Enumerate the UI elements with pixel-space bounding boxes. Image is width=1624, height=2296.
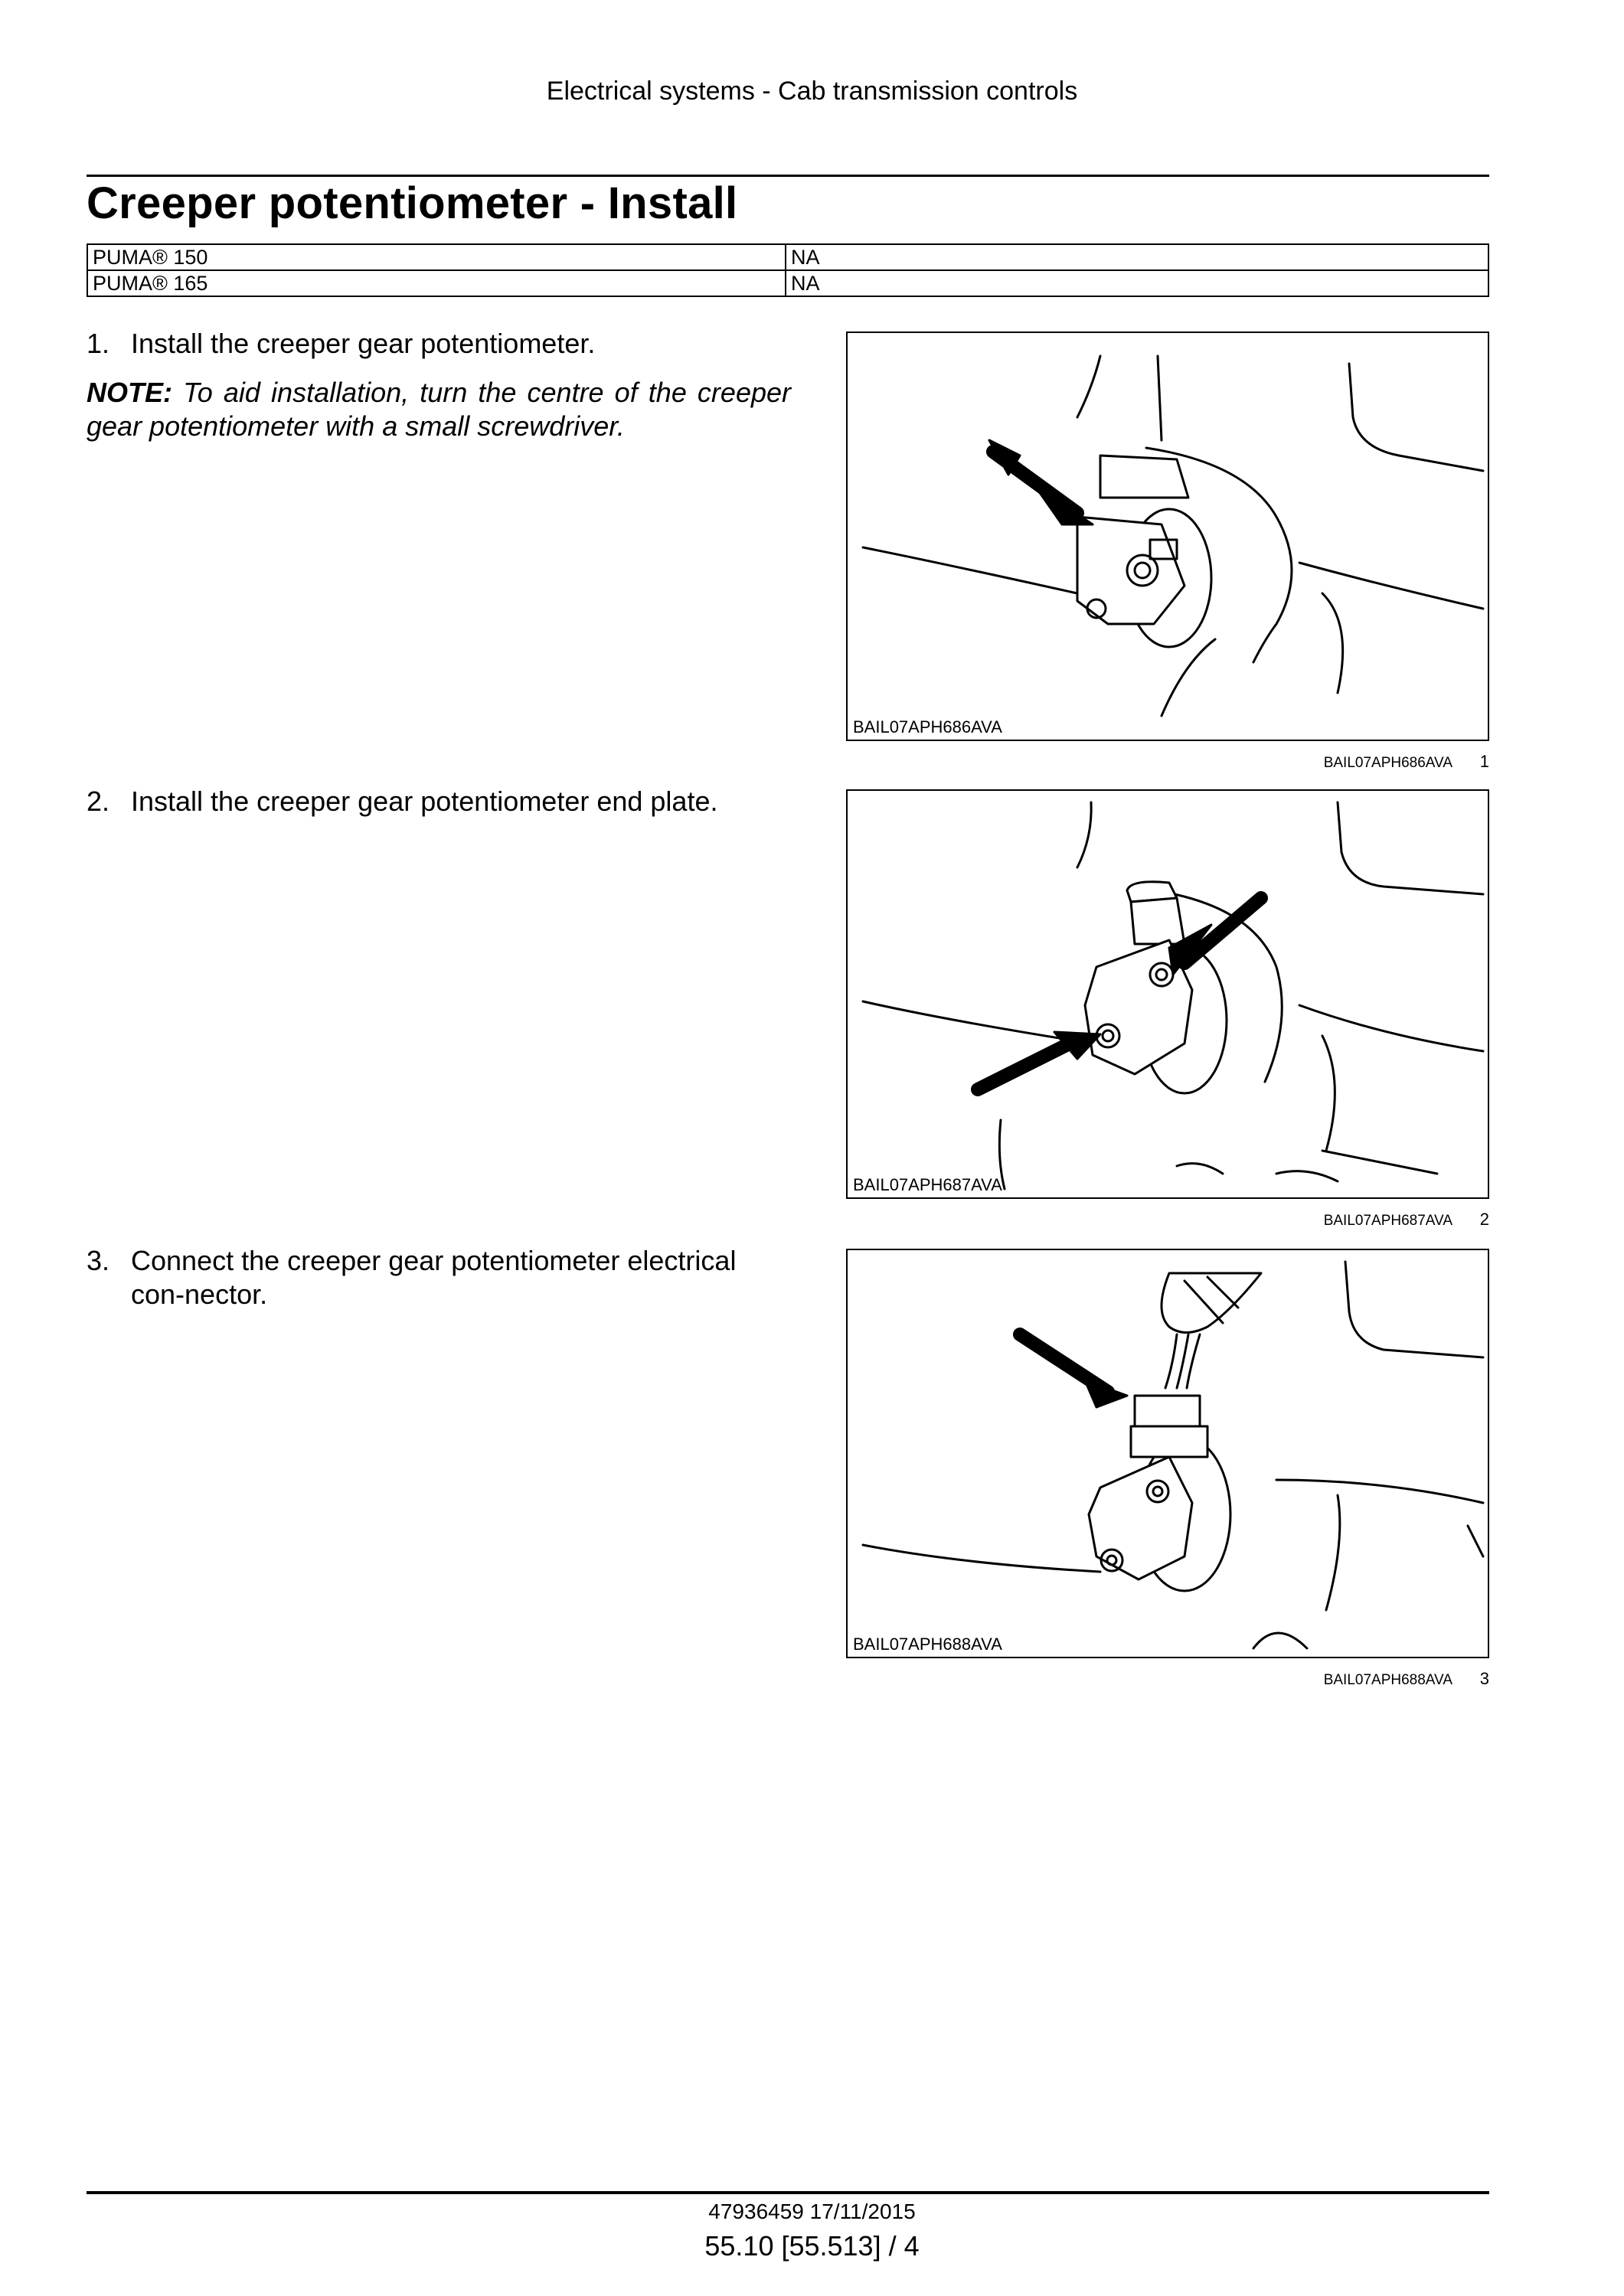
header-rule — [87, 175, 1489, 177]
note-label: NOTE: — [87, 377, 172, 408]
step-text: Connect the creeper gear potentiometer electrical con-nector. — [131, 1245, 737, 1310]
value-cell: NA — [786, 270, 1488, 296]
page-reference: 55.10 [55.513] / 4 — [704, 2230, 920, 2262]
model-cell: PUMA® 150 — [87, 244, 786, 270]
step-3 — [87, 1244, 791, 1311]
caption-ref: BAIL07APH688AVA — [1323, 1672, 1452, 1688]
figure-number: 1 — [1479, 752, 1489, 771]
figure-number: 3 — [1479, 1669, 1489, 1688]
end-plate-illustration — [848, 791, 1488, 1197]
installation-note — [87, 376, 791, 443]
step-2 — [87, 785, 791, 818]
value-cell: NA — [786, 244, 1488, 270]
figure-ref: BAIL07APH687AVA — [853, 1175, 1002, 1194]
caption-ref: BAIL07APH687AVA — [1323, 1213, 1452, 1229]
electrical-connector-illustration — [848, 1250, 1488, 1657]
figure-ref: BAIL07APH686AVA — [853, 717, 1002, 736]
model-cell: PUMA® 165 — [87, 270, 786, 296]
running-header: Electrical systems - Cab transmission controls — [546, 77, 1078, 106]
note-text: To aid installation, turn the centre of the creeper gear potentiometer with a small screwdriver. — [87, 377, 791, 442]
figure-3 — [846, 1249, 1489, 1658]
potentiometer-illustration — [848, 333, 1488, 740]
step-number: 3. — [87, 1245, 110, 1276]
figure-2 — [846, 789, 1489, 1199]
figure-caption-3 — [1225, 1669, 1489, 1689]
step-number: 1. — [87, 328, 110, 359]
table-row — [87, 270, 1488, 296]
step-text: Install the creeper gear potentiometer end plate. — [131, 785, 718, 817]
footer-rule — [87, 2191, 1489, 2194]
step-number: 2. — [87, 785, 110, 817]
figure-number: 2 — [1479, 1210, 1489, 1229]
caption-ref: BAIL07APH686AVA — [1323, 755, 1452, 771]
figure-ref: BAIL07APH688AVA — [853, 1635, 1002, 1654]
table-row — [87, 244, 1488, 270]
figure-1 — [846, 331, 1489, 741]
document-code: 47936459 17/11/2015 — [708, 2200, 916, 2223]
figure-caption-1 — [1225, 752, 1489, 772]
step-text: Install the creeper gear potentiometer. — [131, 328, 596, 359]
section-title: Creeper potentiometer - Install — [87, 178, 738, 228]
model-applicability-table — [87, 243, 1489, 297]
figure-caption-2 — [1225, 1210, 1489, 1230]
step-1 — [87, 327, 791, 361]
